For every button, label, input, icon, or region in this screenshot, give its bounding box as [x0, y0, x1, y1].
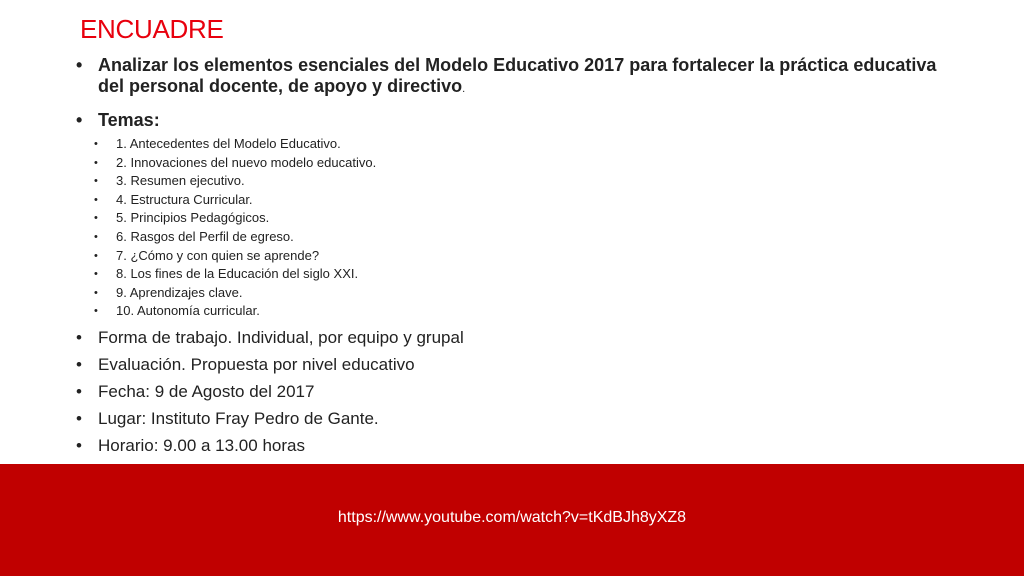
detail-work-mode: • Forma de trabajo. Individual, por equipo y grupal: [76, 327, 956, 348]
topic-item: • 9. Aprendizajes clave.: [94, 284, 956, 303]
objective-tail: .: [462, 83, 466, 95]
topic-item: • 3. Resumen ejecutivo.: [94, 172, 956, 191]
topic-item: • 7. ¿Cómo y con quien se aprende?: [94, 247, 956, 266]
objective-bullet: [76, 55, 956, 100]
slide-title: ENCUADRE: [80, 14, 224, 44]
topic-item: • 6. Rasgos del Perfil de egreso.: [94, 228, 956, 247]
topic-item: • 4. Estructura Curricular.: [94, 191, 956, 210]
slide-content: [76, 55, 956, 462]
detail-place: • Lugar: Instituto Fray Pedro de Gante.: [76, 408, 956, 429]
video-link[interactable]: https://www.youtube.com/watch?v=tKdBJh8yXZ8: [337, 509, 687, 526]
topic-item: • 8. Los fines de la Educación del siglo XXI.: [94, 265, 956, 284]
topic-item: • 10. Autonomía curricular.: [94, 302, 956, 321]
objective-text: Analizar los elementos esenciales del Modelo Educativo 2017 para fortalecer la práctica educativa del personal docente, de apoyo y directivo: [98, 55, 937, 96]
detail-schedule: • Horario: 9.00 a 13.00 horas: [76, 435, 956, 456]
topics-list: [94, 135, 956, 321]
topic-item: • 5. Principios Pedagógicos.: [94, 209, 956, 228]
topic-item: • 2. Innovaciones del nuevo modelo educativo.: [94, 154, 956, 173]
footer-band: [0, 464, 1024, 576]
detail-date: • Fecha: 9 de Agosto del 2017: [76, 381, 956, 402]
topics-heading: • Temas:: [76, 110, 956, 131]
topic-item: • 1. Antecedentes del Modelo Educativo.: [94, 135, 956, 154]
detail-evaluation: • Evaluación. Propuesta por nivel educativo: [76, 354, 956, 375]
